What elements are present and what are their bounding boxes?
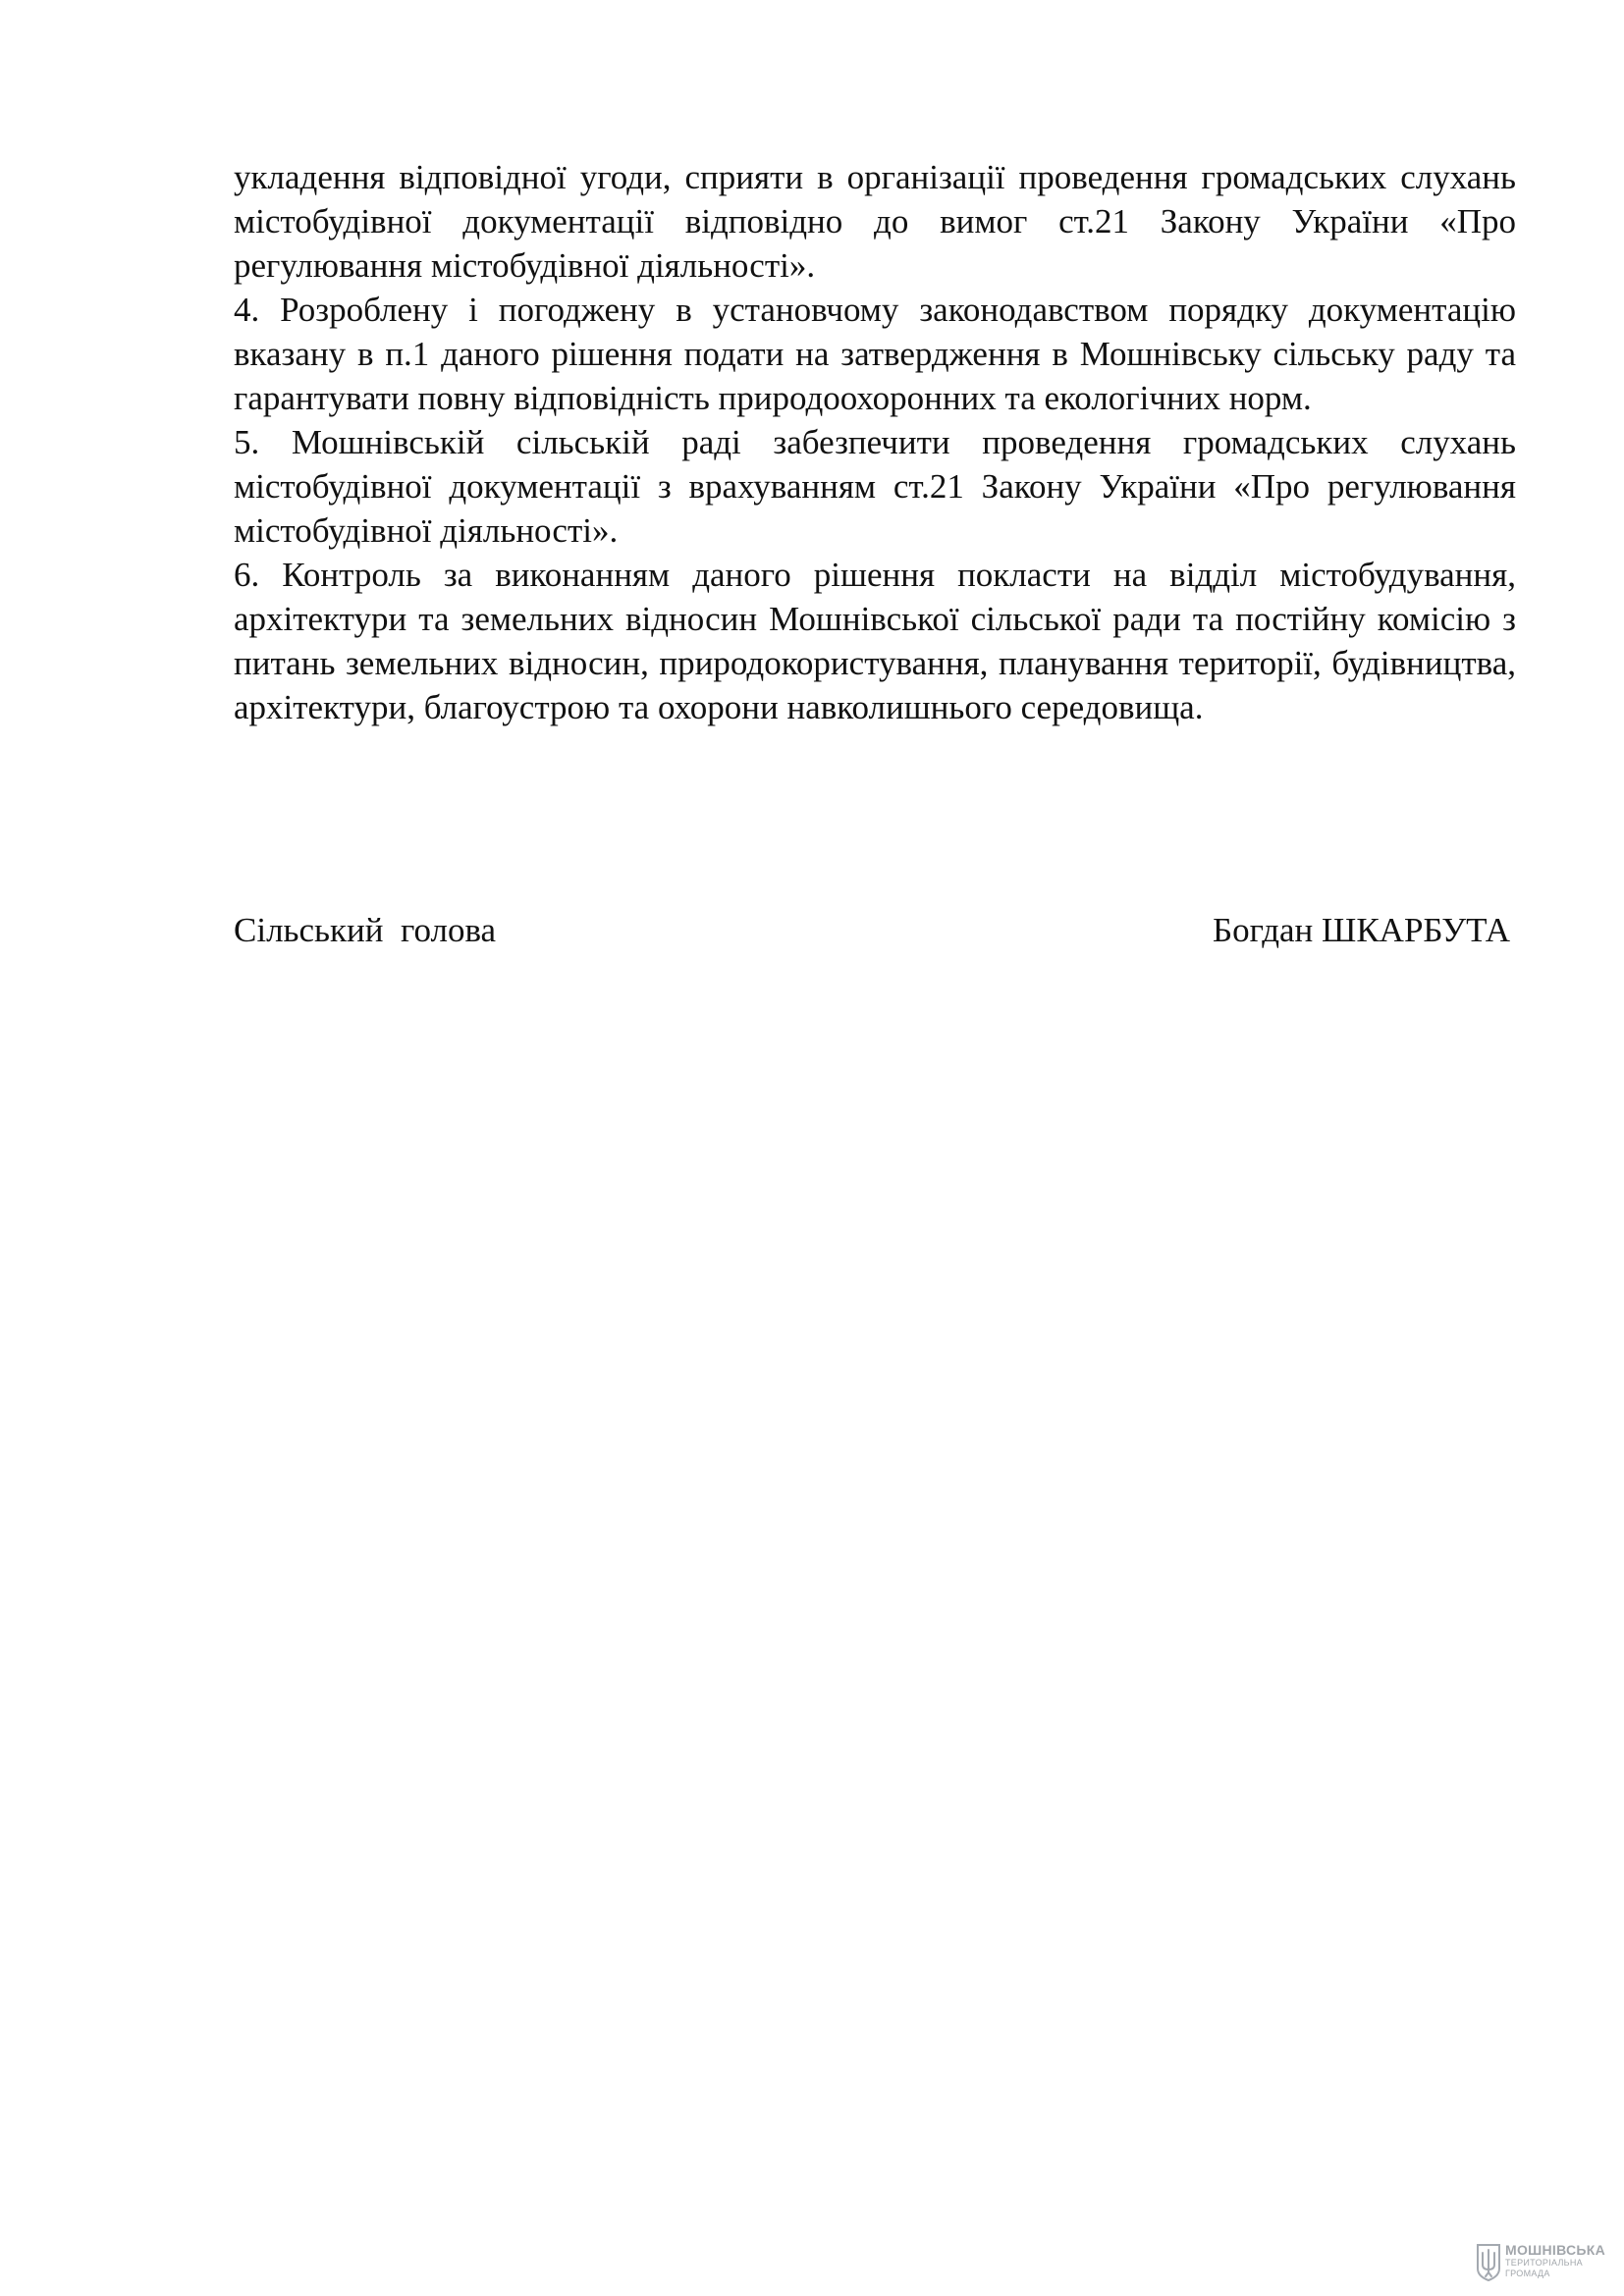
signature-role: Сільський голова <box>234 911 497 949</box>
watermark-text <box>1505 2243 1605 2278</box>
signature-name: Богдан ШКАРБУТА <box>1213 911 1510 949</box>
trident-emblem-icon <box>1476 2243 1501 2282</box>
paragraph-continuation: укладення відповідної угоди, сприяти в організації проведення громадських слухань містобудівної документації відповідно до вимог ст.21 Закону України «Про регулювання містобудівної діяльності». <box>234 158 1516 285</box>
watermark-line-2: ТЕРИТОРІАЛЬНА <box>1505 2258 1583 2268</box>
document-body <box>234 155 1516 729</box>
watermark-line-3: ГРОМАДА <box>1505 2269 1550 2278</box>
paragraph-item-6: 6. Контроль за виконанням даного рішення покласти на відділ містобудування, архітектури та земельних відносин Мошнівської сільської ради та постійну комісію з питань земельних відносин, природокористування, планування території, будівництва, архітектури, благоустрою та охорони навколишнього середовища. <box>234 556 1516 726</box>
paragraph-item-5: 5. Мошнівській сільській раді забезпечити проведення громадських слухань містобудівної документації з врахуванням ст.21 Закону України «Про регулювання містобудівної діяльності». <box>234 423 1516 550</box>
community-watermark <box>1476 2243 1605 2288</box>
watermark-line-1: МОШНІВСЬКА <box>1505 2242 1606 2258</box>
paragraph-item-4: 4. Розроблену і погоджену в установчому законодавством порядку документацію вказану в п.1 даного рішення подати на затвердження в Мошнівську сільську раду та гарантувати повну відповідність природоохоронних та екологічних норм. <box>234 291 1516 417</box>
